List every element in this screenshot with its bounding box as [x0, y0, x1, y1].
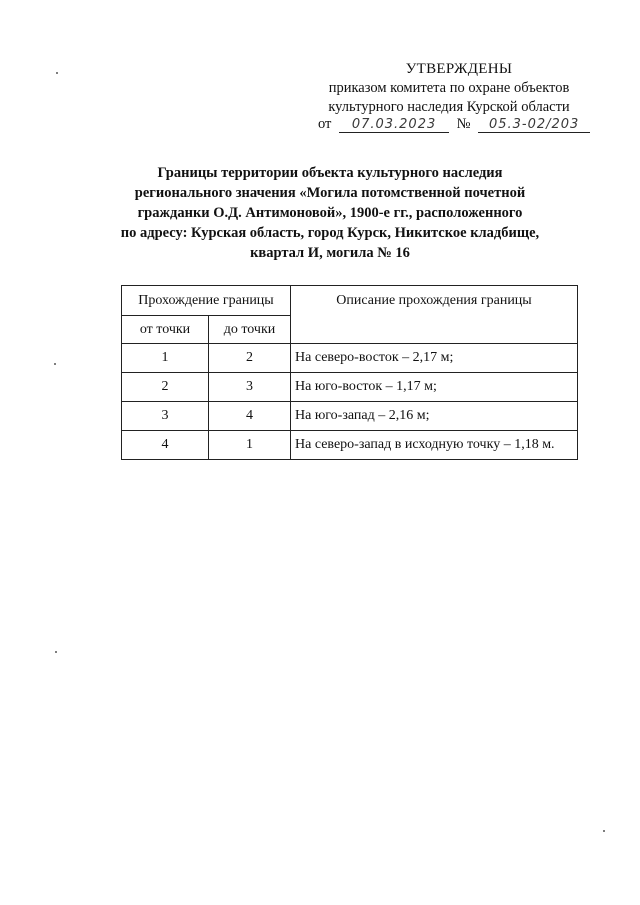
scan-speck: [55, 651, 57, 653]
cell-from-point: 2: [122, 373, 209, 402]
boundary-table: [121, 285, 578, 460]
scan-speck: [54, 363, 56, 365]
cell-from-point: 4: [122, 431, 209, 460]
date-from-label: от: [318, 116, 332, 132]
scan-speck: [603, 830, 605, 832]
handwritten-date: 07.03.2023: [339, 117, 449, 133]
header-from-point: от точки: [122, 316, 209, 344]
title-line-5: квартал И, могила № 16: [250, 245, 410, 261]
cell-description: На северо-восток – 2,17 м;: [291, 344, 578, 373]
approval-line-1: приказом комитета по охране объектов: [328, 80, 570, 96]
cell-description: На юго-восток – 1,17 м;: [291, 373, 578, 402]
cell-to-point: 1: [209, 431, 291, 460]
cell-description: На северо-запад в исходную точку – 1,18 м.: [291, 431, 578, 460]
cell-from-point: 1: [122, 344, 209, 373]
header-description: Описание прохождения границы: [291, 286, 578, 344]
table-row: [122, 431, 578, 460]
approval-block: [314, 60, 584, 117]
table-row: [122, 344, 578, 373]
header-to-point: до точки: [209, 316, 291, 344]
title-line-4: по адресу: Курская область, город Курск, Никитское кладбище,: [120, 225, 540, 241]
approval-line-2: культурного наследия Курской области: [328, 99, 570, 115]
document-title: [100, 163, 560, 263]
number-label: №: [456, 116, 471, 132]
cell-to-point: 4: [209, 402, 291, 431]
header-boundary-passage: Прохождение границы: [122, 286, 291, 316]
approval-heading: УТВЕРЖДЕНЫ: [405, 61, 513, 77]
title-line-2: регионального значения «Могила потомственной почетной: [134, 185, 526, 201]
scan-speck: [56, 72, 58, 74]
cell-to-point: 2: [209, 344, 291, 373]
title-line-1: Границы территории объекта культурного наследия: [157, 165, 503, 181]
order-date-number: [318, 116, 588, 133]
table-header-row: [122, 286, 578, 316]
title-line-3: гражданки О.Д. Антимоновой», 1900-е гг., расположенного: [137, 205, 523, 221]
table-row: [122, 373, 578, 402]
cell-description: На юго-запад – 2,16 м;: [291, 402, 578, 431]
handwritten-number: 05.3-02/203: [478, 117, 590, 133]
cell-to-point: 3: [209, 373, 291, 402]
cell-from-point: 3: [122, 402, 209, 431]
table-row: [122, 402, 578, 431]
